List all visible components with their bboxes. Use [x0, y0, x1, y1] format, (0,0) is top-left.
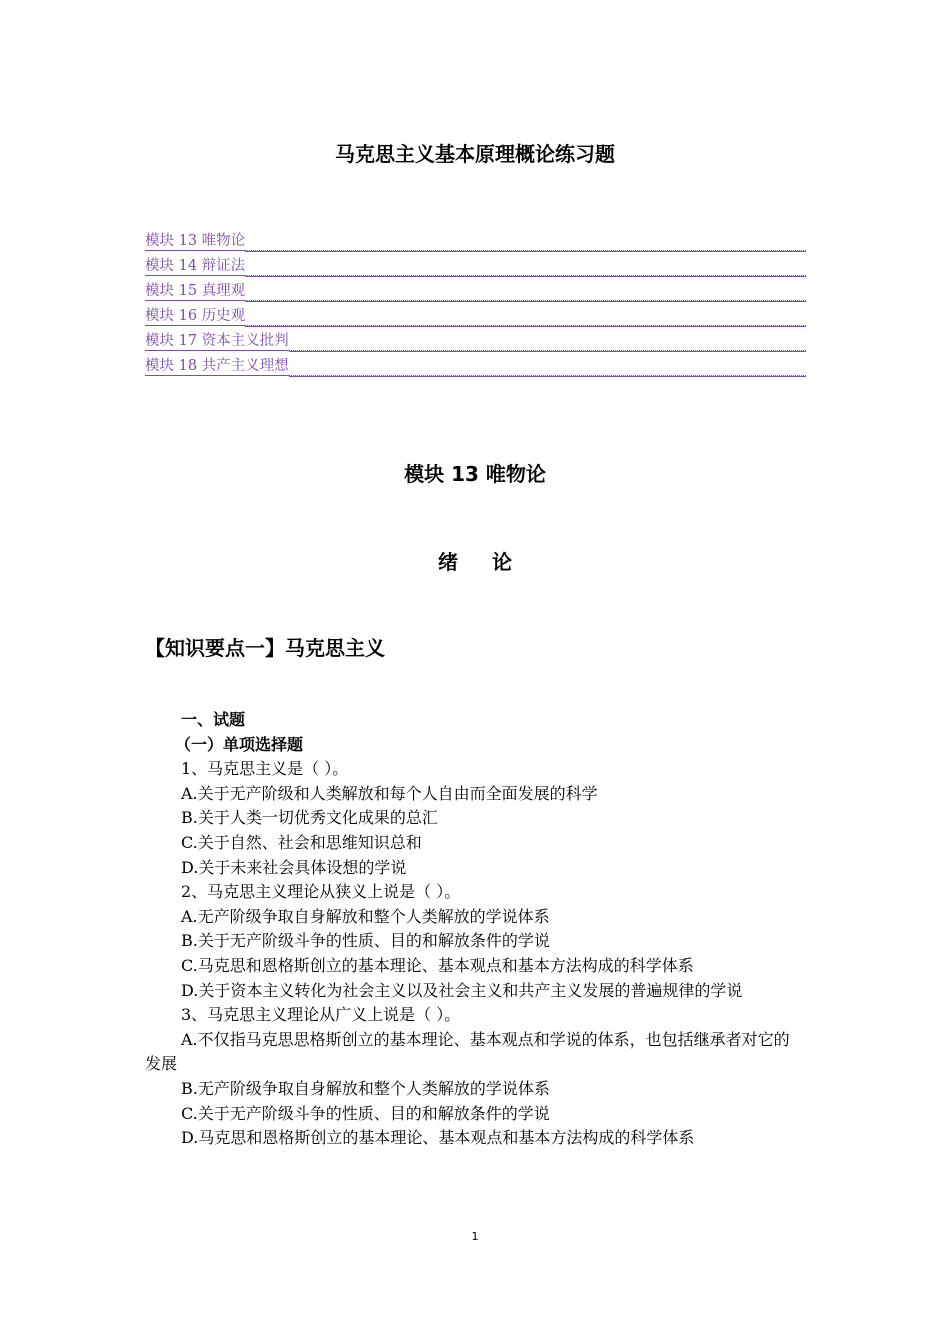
document-title: 马克思主义基本原理概论练习题: [335, 142, 615, 166]
toc-link-module-16[interactable]: [145, 301, 806, 326]
table-of-contents: [145, 226, 806, 376]
toc-link-module-15[interactable]: [145, 276, 806, 301]
module-heading: 模块 13 唯物论: [404, 462, 546, 486]
toc-link-module-14[interactable]: [145, 251, 806, 276]
option-d: D.马克思和恩格斯创立的基本理论、基本观点和基本方法构成的科学体系: [181, 1128, 695, 1148]
chapter-heading: [0, 546, 950, 575]
chapter-heading-part1: 绪: [438, 550, 458, 574]
question-stem: 3、马克思主义理论从广义上说是（ ）。: [181, 1005, 461, 1025]
toc-dot-leader: [245, 282, 806, 301]
toc-dot-leader: [245, 232, 806, 251]
toc-dot-leader: [245, 257, 806, 276]
question-stem: 1、马克思主义是（ ）。: [181, 759, 349, 779]
option-c: C.马克思和恩格斯创立的基本理论、基本观点和基本方法构成的科学体系: [181, 955, 694, 975]
exercise-section: [145, 708, 805, 1151]
chapter-heading-part2: 论: [492, 550, 512, 574]
question-stem: 2、马克思主义理论从狭义上说是（ ）。: [181, 882, 461, 902]
toc-link-module-13[interactable]: [145, 226, 806, 251]
toc-link-module-18[interactable]: [145, 351, 806, 376]
subsection-label: （一）单项选择题: [175, 734, 304, 754]
question-2: [145, 880, 805, 1003]
knowledge-point-heading: 【知识要点一】马克思主义: [145, 636, 385, 660]
page-number: 1: [471, 1230, 479, 1243]
toc-link-module-17[interactable]: [145, 326, 806, 351]
toc-label: 模块 16 历史观: [145, 308, 246, 324]
toc-label: 模块 17 资本主义批判: [145, 333, 289, 349]
option-a: A.不仅指马克思思格斯创立的基本理论、基本观点和学说的体系，也包括继承者对它的发展: [145, 1029, 790, 1074]
toc-label: 模块 15 真理观: [145, 283, 246, 299]
toc-dot-leader: [289, 357, 806, 376]
option-c: C.关于无产阶级斗争的性质、目的和解放条件的学说: [181, 1103, 550, 1123]
toc-label: 模块 13 唯物论: [145, 233, 246, 249]
option-a: A.关于无产阶级和人类解放和每个人自由而全面发展的科学: [181, 783, 598, 803]
option-d: D.关于未来社会具体设想的学说: [181, 857, 407, 877]
option-b: B.关于人类一切优秀文化成果的总汇: [181, 808, 438, 828]
option-c: C.关于自然、社会和思维知识总和: [181, 832, 422, 852]
section-label: 一、试题: [181, 710, 246, 729]
toc-label: 模块 14 辩证法: [145, 258, 246, 274]
option-b: B.关于无产阶级斗争的性质、目的和解放条件的学说: [181, 931, 550, 951]
option-b: B.无产阶级争取自身解放和整个人类解放的学说体系: [181, 1078, 550, 1098]
question-3: [145, 1003, 805, 1151]
question-1: [145, 757, 805, 880]
toc-dot-leader: [289, 332, 806, 351]
toc-dot-leader: [245, 307, 806, 326]
option-d: D.关于资本主义转化为社会主义以及社会主义和共产主义发展的普遍规律的学说: [181, 980, 743, 1000]
option-a: A.无产阶级争取自身解放和整个人类解放的学说体系: [181, 906, 550, 926]
toc-label: 模块 18 共产主义理想: [145, 358, 289, 374]
